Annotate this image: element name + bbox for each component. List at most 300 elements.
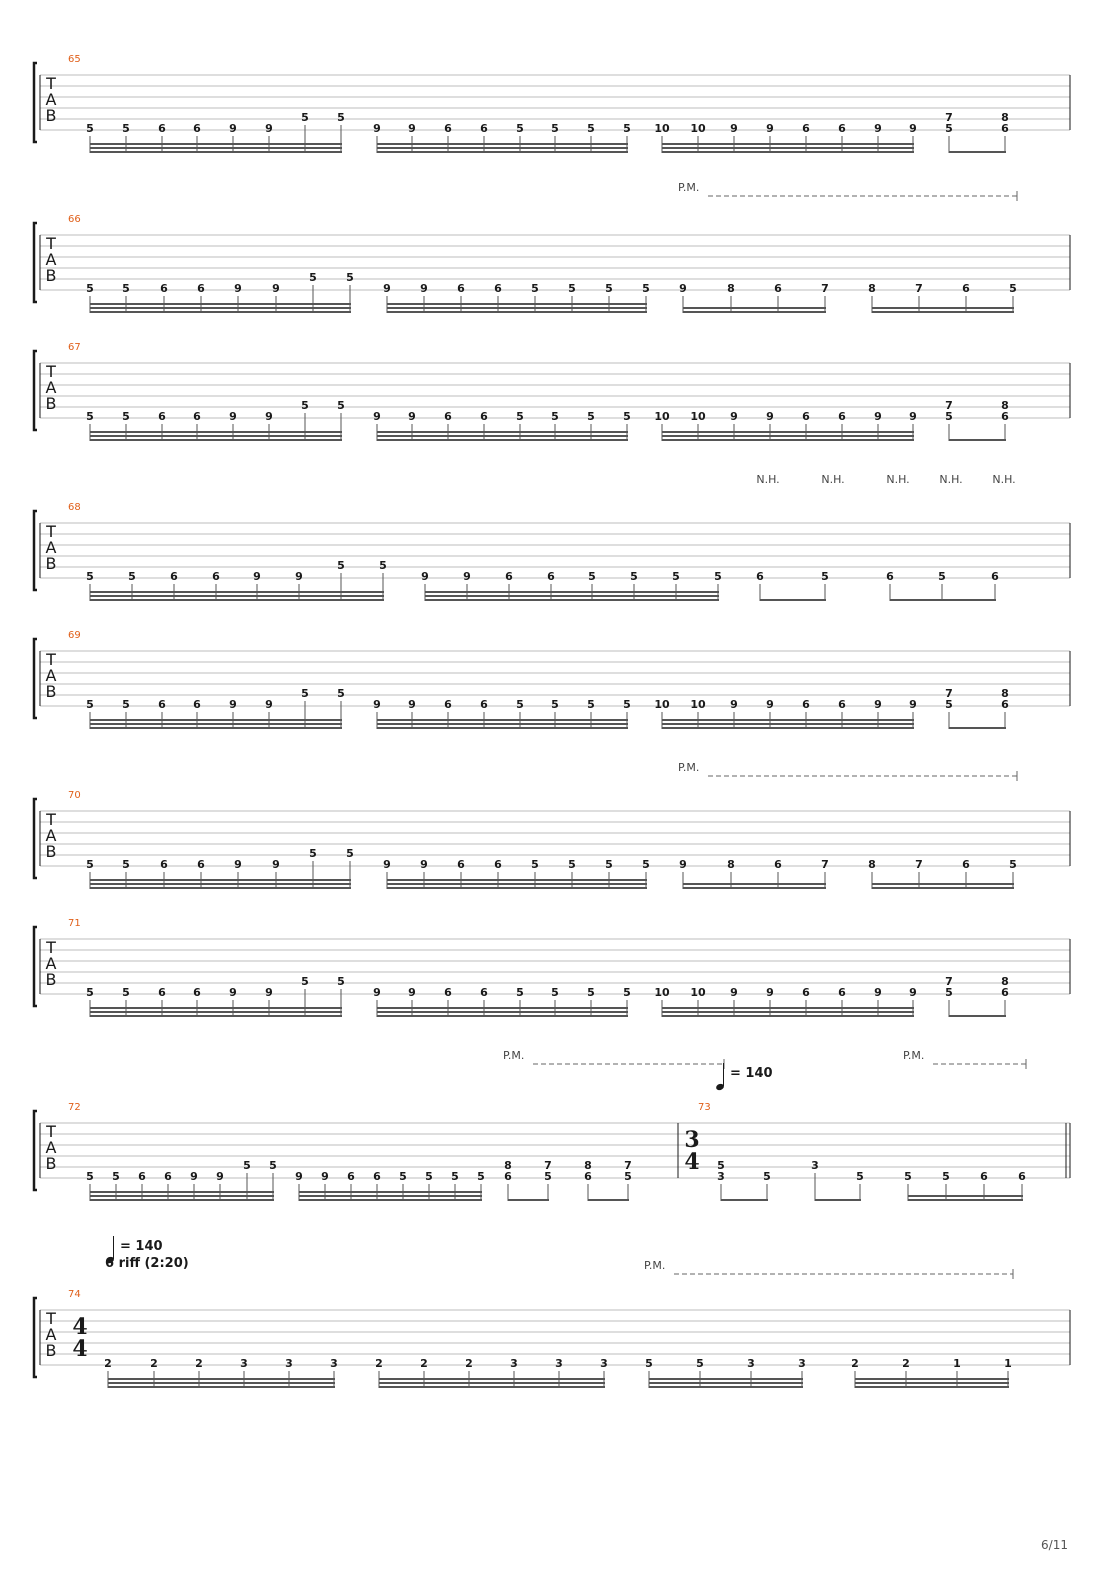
beam	[662, 143, 914, 145]
beam	[108, 1386, 335, 1388]
fret-number: 5	[86, 570, 94, 583]
beam	[815, 1199, 861, 1201]
fret-number: 5	[717, 1159, 725, 1172]
fret-number: 5	[642, 858, 650, 871]
fret-number: 5	[379, 559, 387, 572]
fret-number: 9	[909, 410, 917, 423]
beam	[662, 719, 914, 721]
fret-number: 5	[642, 282, 650, 295]
tab-clef-letter: T	[46, 1122, 56, 1141]
tab-clef-letter: T	[46, 74, 56, 93]
fret-number: 5	[623, 698, 631, 711]
tab-clef-letter: A	[45, 250, 57, 269]
fret-number: 6	[838, 410, 846, 423]
fret-number: 7	[821, 282, 829, 295]
beam-group	[295, 1170, 485, 1201]
tab-system-67	[34, 342, 1070, 441]
beam-group	[373, 122, 631, 153]
beam	[872, 311, 1014, 313]
fret-number: 8	[1001, 975, 1009, 988]
fret-number: 5	[86, 986, 94, 999]
beam	[588, 1199, 629, 1201]
tempo-value: = 140	[730, 1066, 773, 1081]
fret-number: 6	[886, 570, 894, 583]
beam	[90, 1011, 342, 1013]
fret-number: 6	[838, 698, 846, 711]
fret-number: 5	[122, 698, 130, 711]
fret-number: 5	[645, 1357, 653, 1370]
fret-number: 3	[747, 1357, 755, 1370]
time-signature-bottom: 4	[684, 1149, 700, 1175]
beam-group	[645, 1357, 806, 1388]
fret-number: 5	[425, 1170, 433, 1183]
fret-number: 6	[457, 858, 465, 871]
fret-number: 3	[717, 1170, 725, 1183]
fret-number: 5	[568, 858, 576, 871]
beam	[377, 1011, 628, 1013]
fret-number: 8	[1001, 399, 1009, 412]
tab-clef-letter: T	[46, 810, 56, 829]
fret-number: 5	[942, 1170, 950, 1183]
fret-number: 6	[802, 410, 810, 423]
fret-number: 9	[272, 858, 280, 871]
beam-group	[373, 410, 631, 441]
fret-number: 6	[444, 410, 452, 423]
fret-number: 6	[480, 122, 488, 135]
fret-number: 5	[128, 570, 136, 583]
beam-group	[717, 1159, 771, 1201]
fret-number: 9	[321, 1170, 329, 1183]
beam	[721, 1199, 768, 1201]
tab-clef-letter: T	[46, 650, 56, 669]
fret-number: 5	[309, 271, 317, 284]
fret-number: 6	[1001, 986, 1009, 999]
beam	[377, 727, 628, 729]
measure-number: 74	[68, 1289, 81, 1300]
fret-number: 5	[243, 1159, 251, 1172]
fret-number: 10	[654, 698, 670, 711]
fret-number: 9	[229, 698, 237, 711]
beam-group	[868, 858, 1017, 889]
fret-number: 6	[197, 858, 205, 871]
measure-number: 73	[698, 1102, 711, 1113]
beam	[90, 727, 342, 729]
beam	[949, 727, 1006, 729]
tab-clef-letter: T	[46, 522, 56, 541]
beam-group	[679, 282, 829, 313]
beam	[90, 1195, 274, 1197]
fret-number: 6	[212, 570, 220, 583]
time-signature-top: 4	[72, 1314, 88, 1340]
fret-number: 5	[122, 282, 130, 295]
fret-number: 5	[86, 410, 94, 423]
fret-number: 6	[802, 986, 810, 999]
tempo-value: = 140	[120, 1239, 163, 1254]
fret-number: 3	[811, 1159, 819, 1172]
fret-number: 5	[945, 122, 953, 135]
fret-number: 5	[516, 122, 524, 135]
fret-number: 7	[624, 1159, 632, 1172]
fret-number: 5	[337, 111, 345, 124]
fret-number: 6	[193, 122, 201, 135]
fret-number: 9	[295, 570, 303, 583]
tab-system-68	[34, 473, 1070, 601]
beam	[872, 883, 1014, 885]
beam-group	[373, 986, 631, 1017]
palm-mute-label: P.M.	[678, 761, 700, 774]
fret-number: 9	[420, 858, 428, 871]
beam-group	[945, 111, 1009, 153]
beam	[90, 435, 342, 437]
fret-number: 5	[346, 847, 354, 860]
fret-number: 5	[587, 986, 595, 999]
tab-clef-letter: B	[45, 266, 57, 285]
fret-number: 5	[301, 111, 309, 124]
beam	[299, 1191, 482, 1193]
fret-number: 5	[516, 986, 524, 999]
beam	[90, 1199, 274, 1201]
fret-number: 6	[962, 858, 970, 871]
fret-number: 5	[122, 122, 130, 135]
tab-clef-letter: B	[45, 554, 57, 573]
fret-number: 6	[980, 1170, 988, 1183]
beam	[662, 1007, 914, 1009]
fret-number: 9	[383, 858, 391, 871]
beam	[387, 311, 647, 313]
beam	[90, 887, 351, 889]
fret-number: 5	[337, 559, 345, 572]
beam	[908, 1195, 1023, 1197]
fret-number: 5	[399, 1170, 407, 1183]
fret-number: 6	[444, 986, 452, 999]
fret-number: 10	[690, 410, 706, 423]
fret-number: 6	[1001, 410, 1009, 423]
measure-number: 71	[68, 918, 81, 929]
beam	[425, 595, 719, 597]
fret-number: 6	[158, 986, 166, 999]
beam	[377, 1007, 628, 1009]
beam-group	[654, 698, 916, 729]
fret-number: 5	[1009, 858, 1017, 871]
beam-group	[851, 1357, 1012, 1388]
beam	[379, 1378, 605, 1380]
fret-number: 9	[766, 122, 774, 135]
beam	[90, 723, 342, 725]
tab-clef-letter: T	[46, 1309, 56, 1328]
fret-number: 9	[216, 1170, 224, 1183]
fret-number: 5	[531, 282, 539, 295]
beam	[377, 719, 628, 721]
natural-harmonic-label: N.H.	[756, 473, 780, 486]
fret-number: 5	[122, 410, 130, 423]
beam-group	[383, 282, 650, 313]
fret-number: 6	[802, 122, 810, 135]
fret-number: 5	[269, 1159, 277, 1172]
beam	[377, 151, 628, 153]
fret-number: 9	[265, 698, 273, 711]
fret-number: 9	[373, 122, 381, 135]
palm-mute-label: P.M.	[678, 181, 700, 194]
tab-clef-letter: B	[45, 682, 57, 701]
beam	[379, 1386, 605, 1388]
fret-number: 6	[838, 122, 846, 135]
fret-number: 5	[1009, 282, 1017, 295]
beam	[662, 723, 914, 725]
beam	[90, 1015, 342, 1017]
fret-number: 6	[347, 1170, 355, 1183]
tab-system-72	[34, 1049, 1070, 1201]
beam	[379, 1382, 605, 1384]
beam	[662, 1015, 914, 1017]
beam	[872, 887, 1014, 889]
measure-number: 67	[68, 342, 81, 353]
beam-group	[86, 111, 345, 153]
natural-harmonic-label: N.H.	[886, 473, 910, 486]
tab-clef-letter: B	[45, 970, 57, 989]
fret-number: 5	[672, 570, 680, 583]
beam	[662, 1011, 914, 1013]
beam	[90, 1191, 274, 1193]
fret-number: 5	[337, 687, 345, 700]
fret-number: 9	[766, 410, 774, 423]
system-bracket	[34, 351, 37, 430]
beam	[649, 1382, 803, 1384]
fret-number: 8	[1001, 111, 1009, 124]
tab-clef-letter: A	[45, 1325, 57, 1344]
fret-number: 5	[86, 122, 94, 135]
fret-number: 5	[763, 1170, 771, 1183]
fret-number: 1	[1004, 1357, 1012, 1370]
fret-number: 9	[408, 410, 416, 423]
fret-number: 5	[86, 858, 94, 871]
fret-number: 6	[584, 1170, 592, 1183]
fret-number: 5	[551, 986, 559, 999]
beam-group	[86, 271, 354, 313]
fret-number: 6	[494, 282, 502, 295]
beam	[949, 439, 1006, 441]
beam	[387, 307, 647, 309]
fret-number: 6	[197, 282, 205, 295]
time-signature-bottom: 4	[72, 1336, 88, 1362]
fret-number: 9	[408, 986, 416, 999]
fret-number: 3	[798, 1357, 806, 1370]
fret-number: 6	[170, 570, 178, 583]
fret-number: 5	[605, 858, 613, 871]
tab-clef-letter: T	[46, 362, 56, 381]
fret-number: 3	[555, 1357, 563, 1370]
tab-system-74	[34, 1236, 1070, 1388]
beam	[377, 723, 628, 725]
beam-group	[375, 1357, 608, 1388]
system-bracket	[34, 1111, 37, 1190]
system-bracket	[34, 1298, 37, 1377]
fret-number: 6	[158, 122, 166, 135]
fret-number: 5	[588, 570, 596, 583]
fret-number: 5	[623, 986, 631, 999]
fret-number: 2	[902, 1357, 910, 1370]
beam	[90, 143, 342, 145]
beam	[855, 1382, 1009, 1384]
fret-number: 8	[727, 282, 735, 295]
measure-number: 66	[68, 214, 81, 225]
beam	[377, 439, 628, 441]
fret-number: 6	[774, 282, 782, 295]
fret-number: 9	[909, 698, 917, 711]
fret-number: 5	[531, 858, 539, 871]
beam	[760, 599, 826, 601]
fret-number: 5	[605, 282, 613, 295]
fret-number: 7	[915, 858, 923, 871]
tab-clef-letter: A	[45, 666, 57, 685]
tab-clef-letter: B	[45, 394, 57, 413]
fret-number: 6	[193, 986, 201, 999]
fret-number: 6	[1018, 1170, 1026, 1183]
fret-number: 5	[630, 570, 638, 583]
fret-number: 6	[158, 698, 166, 711]
beam	[377, 143, 628, 145]
fret-number: 3	[600, 1357, 608, 1370]
beam	[377, 431, 628, 433]
fret-number: 9	[730, 698, 738, 711]
beam	[387, 303, 647, 305]
fret-number: 5	[587, 698, 595, 711]
fret-number: 7	[544, 1159, 552, 1172]
fret-number: 9	[730, 410, 738, 423]
tab-clef-letter: B	[45, 1154, 57, 1173]
tab-clef-letter: A	[45, 538, 57, 557]
beam	[377, 1015, 628, 1017]
fret-number: 5	[624, 1170, 632, 1183]
beam	[855, 1378, 1009, 1380]
fret-number: 5	[451, 1170, 459, 1183]
fret-number: 7	[945, 975, 953, 988]
fret-number: 2	[420, 1357, 428, 1370]
beam	[662, 147, 914, 149]
beam	[387, 879, 647, 881]
fret-number: 6	[991, 570, 999, 583]
beam	[908, 1199, 1023, 1201]
system-bracket	[34, 799, 37, 878]
fret-number: 5	[945, 410, 953, 423]
beam	[90, 151, 342, 153]
fret-number: 9	[874, 122, 882, 135]
fret-number: 9	[730, 986, 738, 999]
fret-number: 6	[802, 698, 810, 711]
beam-group	[584, 1159, 632, 1201]
system-bracket	[34, 511, 37, 590]
fret-number: 2	[195, 1357, 203, 1370]
beam	[90, 431, 342, 433]
beam-group	[886, 570, 999, 601]
fret-number: 6	[756, 570, 764, 583]
fret-number: 9	[373, 698, 381, 711]
fret-number: 9	[229, 410, 237, 423]
beam	[683, 307, 826, 309]
fret-number: 5	[945, 986, 953, 999]
beam	[425, 599, 719, 601]
beam	[508, 1199, 549, 1201]
measure-number: 65	[68, 54, 81, 65]
beam	[949, 1015, 1006, 1017]
fret-number: 6	[547, 570, 555, 583]
fret-number: 9	[766, 986, 774, 999]
system-bracket	[34, 639, 37, 718]
fret-number: 5	[587, 122, 595, 135]
beam-group	[654, 122, 916, 153]
beam	[683, 883, 826, 885]
beam-group	[373, 698, 631, 729]
fret-number: 8	[1001, 687, 1009, 700]
beam	[90, 595, 384, 597]
fret-number: 9	[190, 1170, 198, 1183]
fret-number: 6	[160, 858, 168, 871]
fret-number: 7	[821, 858, 829, 871]
fret-number: 10	[654, 986, 670, 999]
tab-clef-letter: A	[45, 90, 57, 109]
beam	[949, 151, 1006, 153]
fret-number: 5	[904, 1170, 912, 1183]
fret-number: 9	[421, 570, 429, 583]
fret-number: 2	[150, 1357, 158, 1370]
fret-number: 5	[122, 858, 130, 871]
fret-number: 5	[112, 1170, 120, 1183]
fret-number: 5	[696, 1357, 704, 1370]
fret-number: 10	[654, 410, 670, 423]
fret-number: 6	[480, 986, 488, 999]
palm-mute-label: P.M.	[644, 1259, 666, 1272]
fret-number: 5	[301, 399, 309, 412]
fret-number: 5	[337, 399, 345, 412]
beam	[90, 719, 342, 721]
fret-number: 5	[301, 975, 309, 988]
fret-number: 8	[727, 858, 735, 871]
fret-number: 8	[868, 858, 876, 871]
fret-number: 5	[856, 1170, 864, 1183]
beam	[662, 439, 914, 441]
fret-number: 5	[86, 1170, 94, 1183]
beam	[108, 1382, 335, 1384]
fret-number: 6	[1001, 698, 1009, 711]
beam	[90, 303, 351, 305]
fret-number: 6	[505, 570, 513, 583]
section-label: 6 riff (2:20)	[105, 1256, 189, 1271]
fret-number: 3	[285, 1357, 293, 1370]
fret-number: 8	[584, 1159, 592, 1172]
tab-clef-letter: B	[45, 1341, 57, 1360]
system-bracket	[34, 223, 37, 302]
fret-number: 9	[730, 122, 738, 135]
fret-number: 9	[420, 282, 428, 295]
beam	[649, 1378, 803, 1380]
fret-number: 6	[444, 698, 452, 711]
beam	[649, 1386, 803, 1388]
beam	[90, 599, 384, 601]
tab-system-65	[34, 54, 1070, 153]
beam	[855, 1386, 1009, 1388]
fret-number: 10	[654, 122, 670, 135]
system-bracket	[34, 63, 37, 142]
fret-number: 9	[253, 570, 261, 583]
fret-number: 6	[138, 1170, 146, 1183]
time-signature-top: 3	[684, 1127, 700, 1153]
tab-clef-letter: B	[45, 842, 57, 861]
fret-number: 9	[874, 410, 882, 423]
fret-number: 8	[504, 1159, 512, 1172]
beam-group	[104, 1357, 338, 1388]
fret-number: 9	[679, 282, 687, 295]
tab-clef-letter: A	[45, 954, 57, 973]
fret-number: 5	[516, 698, 524, 711]
